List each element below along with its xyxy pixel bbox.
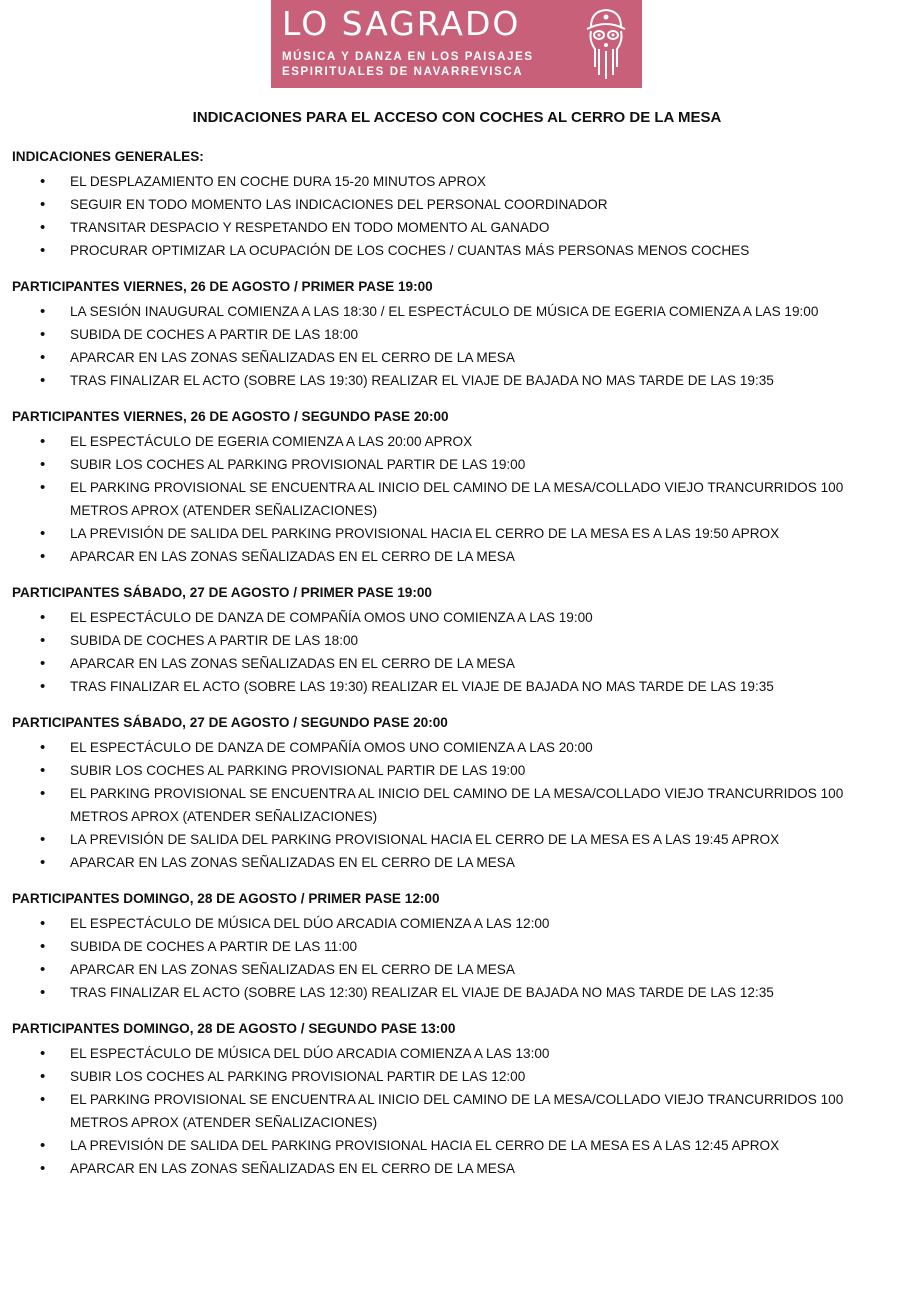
list-item: • TRAS FINALIZAR EL ACTO (SOBRE LAS 19:30) REALIZAR EL VIAJE DE BAJADA NO MAS TARDE DE LAS 19:35 — [12, 675, 890, 698]
section-heading: INDICACIONES GENERALES: — [12, 149, 204, 164]
banner-subtitle-line1: MÚSICA Y DANZA EN LOS PAISAJES — [282, 51, 534, 63]
list-item: • LA PREVISIÓN DE SALIDA DEL PARKING PROVISIONAL HACIA EL CERRO DE LA MESA ES A LAS 19:45 APROX — [12, 828, 890, 851]
list-item: • PROCURAR OPTIMIZAR LA OCUPACIÓN DE LOS COCHES / CUANTAS MÁS PERSONAS MENOS COCHES — [12, 239, 890, 262]
list-item: • EL ESPECTÁCULO DE DANZA DE COMPAÑÍA OMOS UNO COMIENZA A LAS 20:00 — [12, 736, 890, 759]
list-item: • EL PARKING PROVISIONAL SE ENCUENTRA AL INICIO DEL CAMINO DE LA MESA/COLLADO VIEJO TRANCURRIDOS 100 METROS APROX (ATENDER SEÑALIZACIONES) — [12, 782, 890, 828]
list-item: • SUBIR LOS COCHES AL PARKING PROVISIONAL PARTIR DE LAS 19:00 — [12, 453, 890, 476]
list-item: • EL ESPECTÁCULO DE MÚSICA DEL DÚO ARCADIA COMIENZA A LAS 13:00 — [12, 1042, 890, 1065]
banner-title: LO SAGRADO — [282, 4, 521, 43]
instructions-content — [12, 147, 890, 1195]
bullet-list — [12, 606, 890, 698]
section-heading: PARTICIPANTES VIERNES, 26 DE AGOSTO / PRIMER PASE 19:00 — [12, 279, 433, 294]
list-item: • TRANSITAR DESPACIO Y RESPETANDO EN TODO MOMENTO AL GANADO — [12, 216, 890, 239]
list-item: • SUBIDA DE COCHES A PARTIR DE LAS 18:00 — [12, 323, 890, 346]
list-item: • SUBIDA DE COCHES A PARTIR DE LAS 18:00 — [12, 629, 890, 652]
section-heading: PARTICIPANTES VIERNES, 26 DE AGOSTO / SEGUNDO PASE 20:00 — [12, 409, 449, 424]
bullet-list — [12, 430, 890, 568]
list-item: • TRAS FINALIZAR EL ACTO (SOBRE LAS 19:30) REALIZAR EL VIAJE DE BAJADA NO MAS TARDE DE LAS 19:35 — [12, 369, 890, 392]
list-item: • TRAS FINALIZAR EL ACTO (SOBRE LAS 12:30) REALIZAR EL VIAJE DE BAJADA NO MAS TARDE DE LAS 12:35 — [12, 981, 890, 1004]
list-item: • APARCAR EN LAS ZONAS SEÑALIZADAS EN EL CERRO DE LA MESA — [12, 851, 890, 874]
header-banner — [271, 0, 642, 88]
list-item: • EL ESPECTÁCULO DE EGERIA COMIENZA A LAS 20:00 APROX — [12, 430, 890, 453]
bullet-list — [12, 736, 890, 874]
list-item: • SEGUIR EN TODO MOMENTO LAS INDICACIONES DEL PERSONAL COORDINADOR — [12, 193, 890, 216]
banner-subtitle-line2: ESPIRITUALES DE NAVARREVISCA — [282, 66, 524, 78]
bullet-list — [12, 300, 890, 392]
bullet-list — [12, 170, 890, 262]
list-item: • SUBIDA DE COCHES A PARTIR DE LAS 11:00 — [12, 935, 890, 958]
list-item: • LA PREVISIÓN DE SALIDA DEL PARKING PROVISIONAL HACIA EL CERRO DE LA MESA ES A LAS 12:45 APROX — [12, 1134, 890, 1157]
list-item: • APARCAR EN LAS ZONAS SEÑALIZADAS EN EL CERRO DE LA MESA — [12, 1157, 890, 1180]
list-item: • EL DESPLAZAMIENTO EN COCHE DURA 15-20 MINUTOS APROX — [12, 170, 890, 193]
list-item: • SUBIR LOS COCHES AL PARKING PROVISIONAL PARTIR DE LAS 19:00 — [12, 759, 890, 782]
list-item: • APARCAR EN LAS ZONAS SEÑALIZADAS EN EL CERRO DE LA MESA — [12, 346, 890, 369]
list-item: • APARCAR EN LAS ZONAS SEÑALIZADAS EN EL CERRO DE LA MESA — [12, 958, 890, 981]
ritual-face-icon — [581, 5, 631, 83]
page-title: INDICACIONES PARA EL ACCESO CON COCHES AL CERRO DE LA MESA — [192, 109, 722, 126]
list-item: • LA SESIÓN INAUGURAL COMIENZA A LAS 18:30 / EL ESPECTÁCULO DE MÚSICA DE EGERIA COMIENZA A LAS 19:00 — [12, 300, 890, 323]
list-item: • EL ESPECTÁCULO DE DANZA DE COMPAÑÍA OMOS UNO COMIENZA A LAS 19:00 — [12, 606, 890, 629]
section-heading: PARTICIPANTES DOMINGO, 28 DE AGOSTO / PRIMER PASE 12:00 — [12, 891, 440, 906]
list-item: • APARCAR EN LAS ZONAS SEÑALIZADAS EN EL CERRO DE LA MESA — [12, 545, 890, 568]
list-item: • EL PARKING PROVISIONAL SE ENCUENTRA AL INICIO DEL CAMINO DE LA MESA/COLLADO VIEJO TRANCURRIDOS 100 METROS APROX (ATENDER SEÑALIZACIONES) — [12, 476, 890, 522]
list-item: • SUBIR LOS COCHES AL PARKING PROVISIONAL PARTIR DE LAS 12:00 — [12, 1065, 890, 1088]
section-heading: PARTICIPANTES SÁBADO, 27 DE AGOSTO / SEGUNDO PASE 20:00 — [12, 715, 448, 730]
list-item: • EL ESPECTÁCULO DE MÚSICA DEL DÚO ARCADIA COMIENZA A LAS 12:00 — [12, 912, 890, 935]
list-item: • LA PREVISIÓN DE SALIDA DEL PARKING PROVISIONAL HACIA EL CERRO DE LA MESA ES A LAS 19:50 APROX — [12, 522, 890, 545]
section-heading: PARTICIPANTES DOMINGO, 28 DE AGOSTO / SEGUNDO PASE 13:00 — [12, 1021, 456, 1036]
bullet-list — [12, 912, 890, 1004]
list-item: • EL PARKING PROVISIONAL SE ENCUENTRA AL INICIO DEL CAMINO DE LA MESA/COLLADO VIEJO TRANCURRIDOS 100 METROS APROX (ATENDER SEÑALIZACIONES) — [12, 1088, 890, 1134]
bullet-list — [12, 1042, 890, 1180]
section-heading: PARTICIPANTES SÁBADO, 27 DE AGOSTO / PRIMER PASE 19:00 — [12, 585, 432, 600]
list-item: • APARCAR EN LAS ZONAS SEÑALIZADAS EN EL CERRO DE LA MESA — [12, 652, 890, 675]
